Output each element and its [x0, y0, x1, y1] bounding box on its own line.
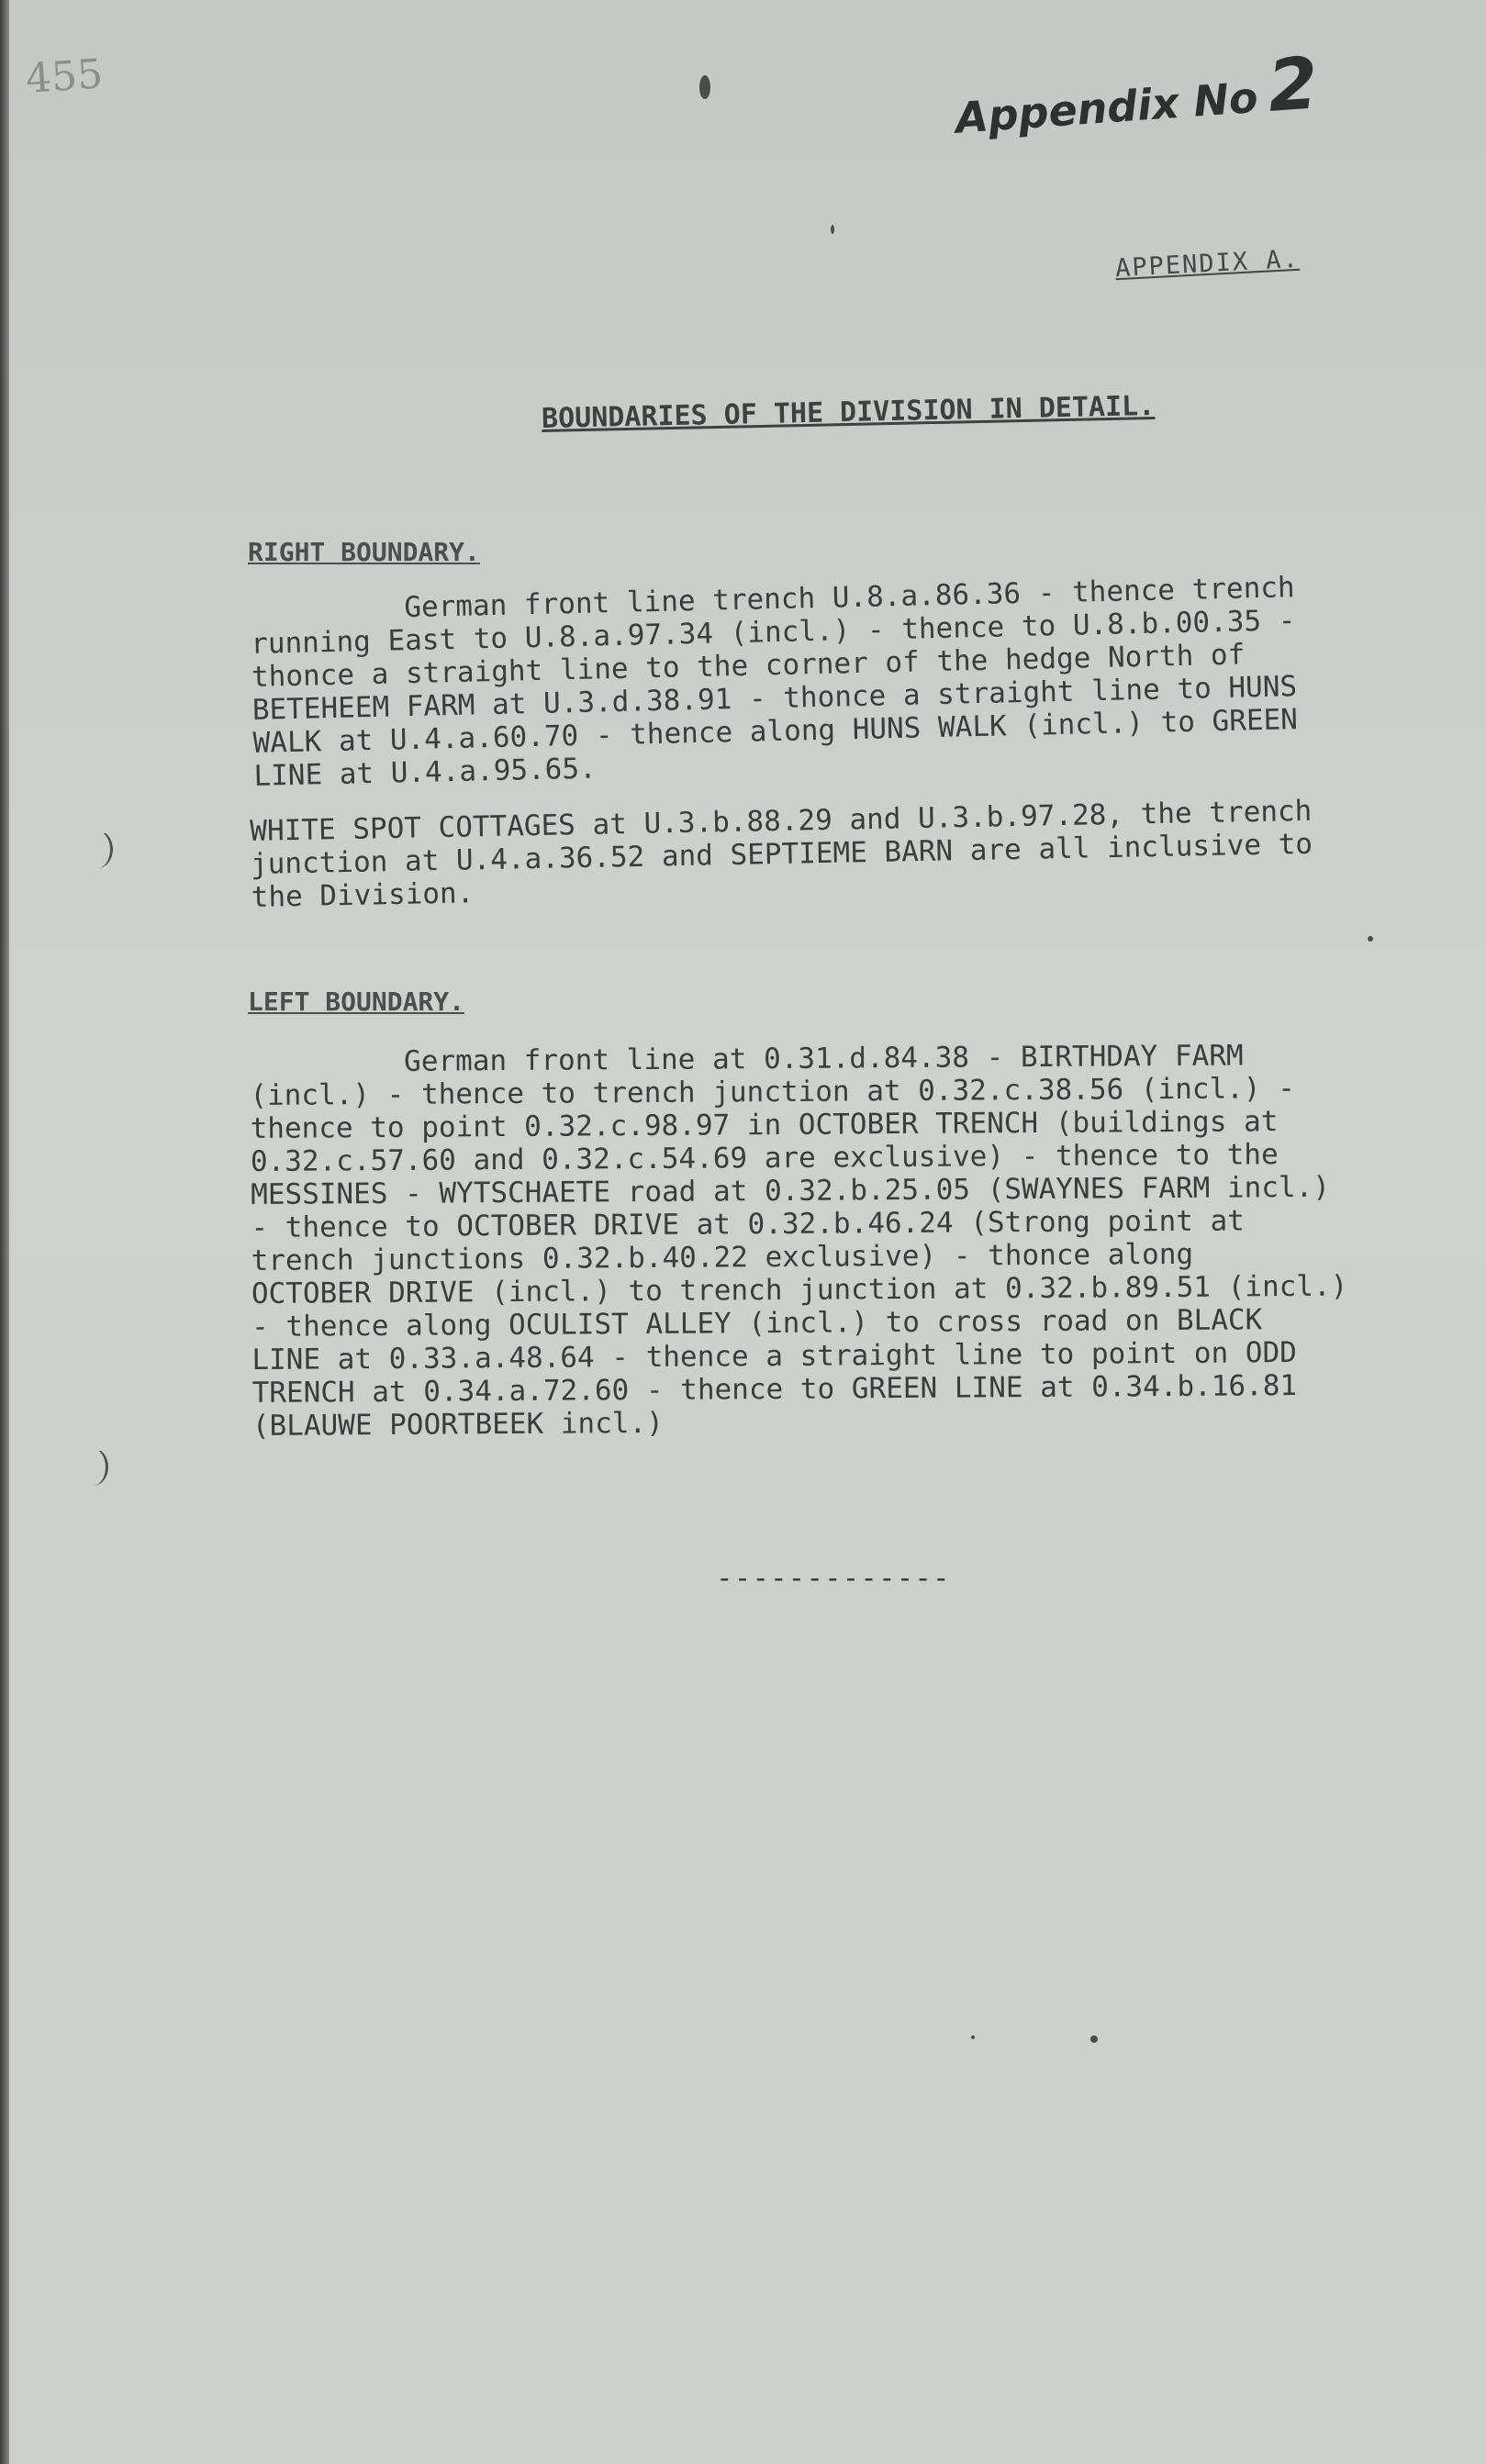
ink-speck [1368, 936, 1373, 942]
appendix-label: Appendix No [954, 72, 1260, 143]
ink-speck [971, 2035, 975, 2039]
right-boundary-inclusions: WHITE SPOT COTTAGES at U.3.b.88.29 and U.3.b.97.28, the trench junction at U.4.a.36.52 and SEPTIEME BARN are all inclusive to the Division. [250, 794, 1313, 914]
appendix-heading [952, 42, 1320, 150]
end-divider: ------------- [716, 1562, 951, 1595]
left-boundary-paragraph: German front line at 0.31.d.84.38 - BIRTHDAY FARM (incl.) - thence to trench junction at 0.32.c.38.56 (incl.) - thence to point 0.32.c.98.97 in OCTOBER TRENCH (buildings at 0.32.c.57.60 and 0.32.c.54.69 are exclusive) - thence to the MESSINES - WYTSCHAETE road at 0.32.b.25.05 (SWAYNES FARM incl.) - thence to OCTOBER DRIVE at 0.32.b.46.24 (Strong point at trench junctions 0.32.b.40.22 exclusive) - thonce along OCTOBER DRIVE (incl.) to trench junction at 0.32.b.89.51 (incl.) - thence along OCULIST ALLEY (incl.) to cross road on BLACK LINE at 0.33.a.48.64 - thence a straight line to point on ODD TRENCH at 0.34.a.72.60 - thence to GREEN LINE at 0.34.b.16.81 (BLAUWE POORTBEEK incl.) [250, 1039, 1348, 1443]
punch-hole-upper [83, 831, 113, 868]
document-title: BOUNDARIES OF THE DIVISION IN DETAIL. [541, 390, 1156, 435]
left-boundary-heading: LEFT BOUNDARY. [248, 987, 465, 1017]
document-page [9, 0, 1486, 2464]
ink-speck [1090, 2035, 1098, 2043]
appendix-a-label: APPENDIX A. [1114, 244, 1301, 284]
page-left-edge [0, 0, 9, 2464]
ink-speck [699, 75, 710, 99]
right-boundary-paragraph: German front line trench U.8.a.86.36 - thence trench running East to U.8.a.97.34 (incl.) - thence to U.8.b.00.35 - thonce a straight line to the corner of the hedge North of BETEHEEM FARM at U.3.d.38.91 - thonce a straight line to HUNS WALK at U.4.a.60.70 - thence along HUNS WALK (incl.) to GREEN LINE at U.4.a.95.65. [250, 571, 1299, 793]
appendix-number: 2 [1265, 42, 1321, 128]
ink-speck [831, 225, 834, 234]
archive-number: 455 [24, 50, 105, 103]
right-boundary-heading: RIGHT BOUNDARY. [248, 537, 480, 567]
punch-hole-lower [78, 1448, 108, 1486]
